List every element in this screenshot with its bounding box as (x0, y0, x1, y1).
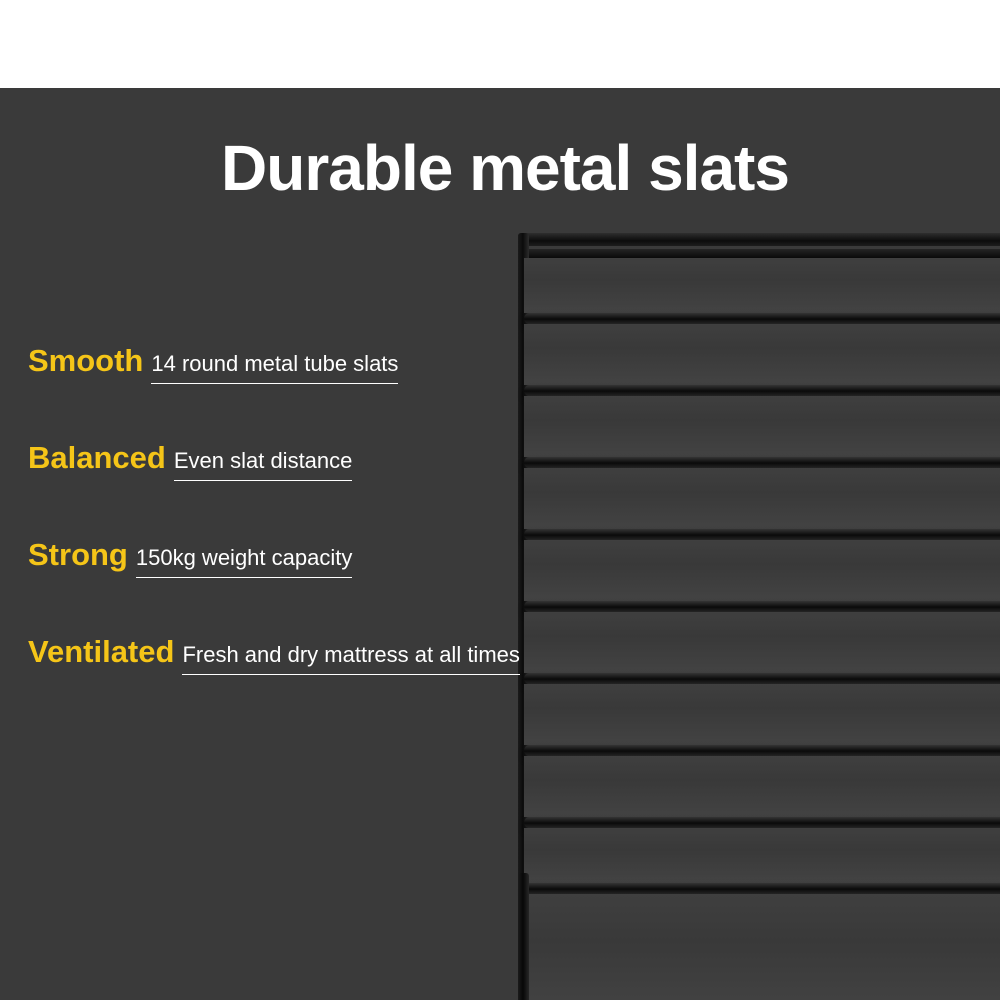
product-feature-panel (0, 88, 1000, 1000)
bed-slat (524, 601, 1000, 612)
feature-value: 14 round metal tube slats (151, 351, 398, 384)
page-title: Durable metal slats (221, 132, 789, 204)
feature-key: Ventilated (28, 634, 175, 669)
feature-value: 150kg weight capacity (136, 545, 352, 578)
slat-gap (524, 756, 1000, 817)
bed-slat (524, 457, 1000, 468)
bed-frame-end-post (518, 873, 529, 1000)
feature-key: Balanced (28, 440, 166, 475)
slat-gap (524, 684, 1000, 745)
feature-key: Strong (28, 537, 128, 572)
bed-slat (524, 313, 1000, 324)
list-item (28, 440, 568, 481)
bed-slat (524, 745, 1000, 756)
bed-slat (524, 529, 1000, 540)
slat-gap (524, 828, 1000, 883)
feature-value: Even slat distance (174, 448, 353, 481)
slat-gap (524, 258, 1000, 313)
list-item (28, 343, 568, 384)
bed-slat (524, 883, 1000, 894)
slat-gap (524, 540, 1000, 601)
feature-value: Fresh and dry mattress at all times (182, 642, 519, 675)
list-item (28, 634, 568, 675)
product-image-bed-slats (500, 233, 1000, 1000)
slat-gap (524, 468, 1000, 529)
list-item (28, 537, 568, 578)
bed-frame-top-rail-secondary (524, 249, 1000, 258)
bed-frame-top-rail (518, 233, 1000, 246)
feature-list (28, 343, 568, 731)
feature-key: Smooth (28, 343, 144, 378)
bed-slat (524, 673, 1000, 684)
slat-gap (524, 324, 1000, 385)
slat-gap (524, 396, 1000, 457)
bed-slat (524, 385, 1000, 396)
slat-gap (524, 612, 1000, 673)
slat-gap (524, 894, 1000, 1000)
bed-slat (524, 817, 1000, 828)
